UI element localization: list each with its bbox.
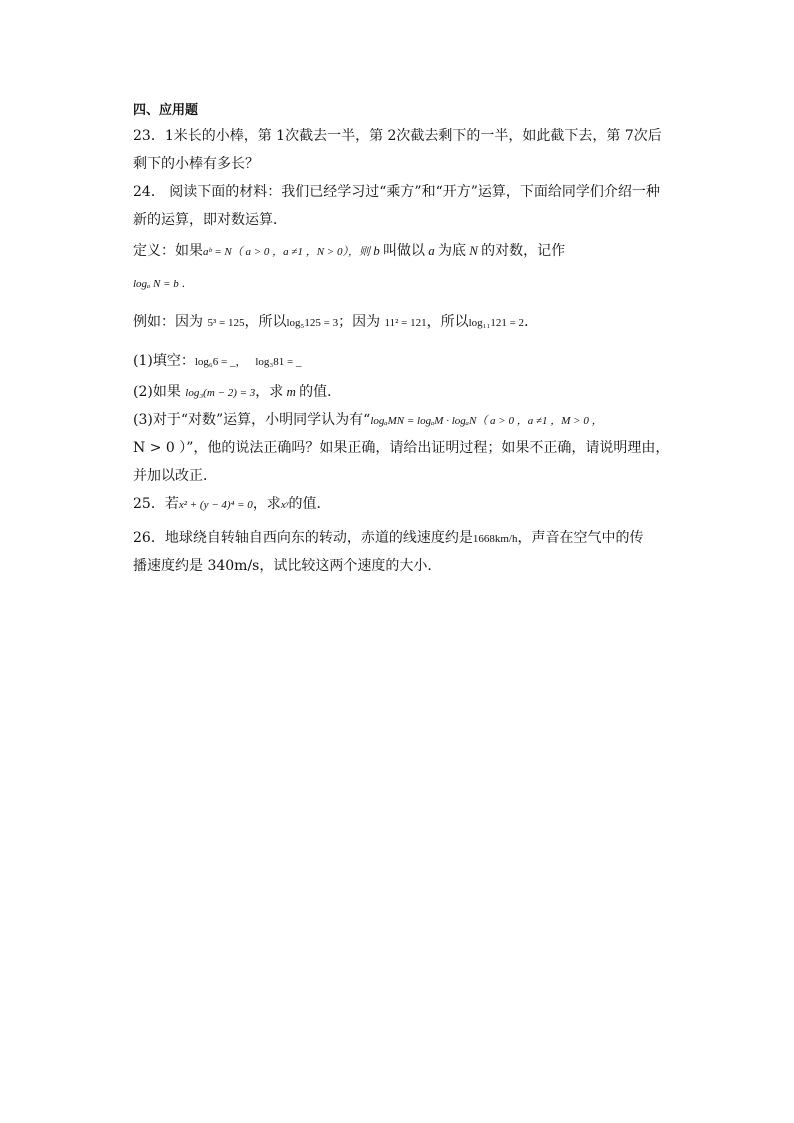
question-content bbox=[133, 100, 673, 580]
def-prefix: 定义：如果 bbox=[133, 243, 203, 259]
def-text-mid: 叫做以 bbox=[382, 243, 425, 259]
def-var-n: N bbox=[465, 243, 482, 258]
q26-line1 bbox=[133, 524, 673, 552]
part2-prefix: (2)如果 bbox=[133, 384, 186, 400]
question-25 bbox=[133, 490, 673, 518]
q24-definition bbox=[133, 234, 673, 267]
q23-line2: 剩下的小棒有多长？ bbox=[133, 156, 259, 172]
question-24 bbox=[133, 178, 673, 490]
example-text2: ；因为 bbox=[338, 314, 385, 330]
q24-line2: 新的运算，即对数运算． bbox=[133, 212, 287, 228]
q25-mid: ，求 bbox=[252, 496, 281, 512]
q23-line1: 23．1米长的小棒，第 1次截去一半，第 2次截去剩下的一半，如此截下去，第 7次后 bbox=[133, 128, 662, 144]
q24-part2 bbox=[133, 378, 673, 406]
q25-expression: x² + (y − 4)⁴ = 0 bbox=[178, 499, 253, 511]
q25-prefix: 25．若 bbox=[133, 496, 179, 512]
q24-example bbox=[133, 306, 673, 339]
example-end: ． bbox=[524, 314, 539, 330]
def-equation: aᵇ = N bbox=[203, 246, 232, 258]
section-title: 四、应用题 bbox=[133, 103, 199, 118]
q24-log-notation bbox=[133, 267, 673, 300]
part2-suffix: ，求 bbox=[255, 384, 284, 400]
example-eq2: 11² = 121 bbox=[384, 317, 427, 329]
part1-blank-a: log₆6 = _， bbox=[194, 356, 247, 368]
q26-prefix: 26．地球绕自转轴自西向东的转动，赤道的线速度约是 bbox=[133, 530, 473, 546]
example-log2: log₁₁121 = 2 bbox=[468, 317, 525, 329]
q26-speed: 1668km/h bbox=[472, 533, 518, 545]
q24-part1 bbox=[133, 345, 673, 378]
q24-part3-line1 bbox=[133, 406, 673, 434]
q24-line1: 24． 阅读下面的材料：我们已经学习过“乘方”和“开方”运算，下面给同学们介绍一种 bbox=[133, 184, 660, 200]
question-26 bbox=[133, 524, 673, 580]
example-text3: ，所以 bbox=[426, 314, 469, 330]
example-text1: ，所以 bbox=[244, 314, 287, 330]
part3-prefix: (3)对于“对数”运算，小明同学认为有“ bbox=[133, 412, 371, 428]
q24-part3-line3: 并加以改正． bbox=[133, 468, 217, 484]
q25-line bbox=[133, 490, 673, 518]
part2-var-m: m bbox=[283, 384, 300, 399]
part2-expression: log₃(m − 2) = 3 bbox=[185, 387, 256, 399]
def-var-a: a bbox=[424, 243, 438, 258]
part3-formula: logₐMN = logₐM · logₐN bbox=[370, 415, 477, 427]
part2-end: 的值． bbox=[299, 384, 342, 400]
def-text-base: 为底 bbox=[437, 243, 466, 259]
q26-line2: 播速度约是 340m/s，试比较这两个速度的大小． bbox=[133, 558, 442, 574]
q25-expression2: xʸ bbox=[280, 499, 289, 511]
log-notation: logₐ N = b ． bbox=[133, 278, 193, 290]
q25-end: 的值． bbox=[288, 496, 331, 512]
def-var-b: b bbox=[369, 243, 383, 258]
question-23 bbox=[133, 122, 673, 178]
part1-label: (1)填空： bbox=[133, 353, 195, 369]
q24-part3-line2: N > 0 ）”，他的说法正确吗？如果正确，请给出证明过程；如果不正确，请说明理由， bbox=[133, 440, 670, 456]
example-prefix: 例如：因为 bbox=[133, 314, 208, 330]
def-text-end: 的对数，记作 bbox=[481, 243, 566, 259]
def-conditions: （ a > 0 ，a ≠1 ，N > 0），则 bbox=[231, 246, 370, 258]
example-log1: log₅125 = 3 bbox=[286, 317, 339, 329]
part3-conditions: （ a > 0 ，a ≠1 ，M > 0 ， bbox=[476, 415, 603, 427]
example-eq1: 5³ = 125 bbox=[207, 317, 245, 329]
part1-blank-b: log₃81 = _ bbox=[255, 356, 302, 368]
q26-suffix: ，声音在空气中的传 bbox=[517, 530, 644, 546]
